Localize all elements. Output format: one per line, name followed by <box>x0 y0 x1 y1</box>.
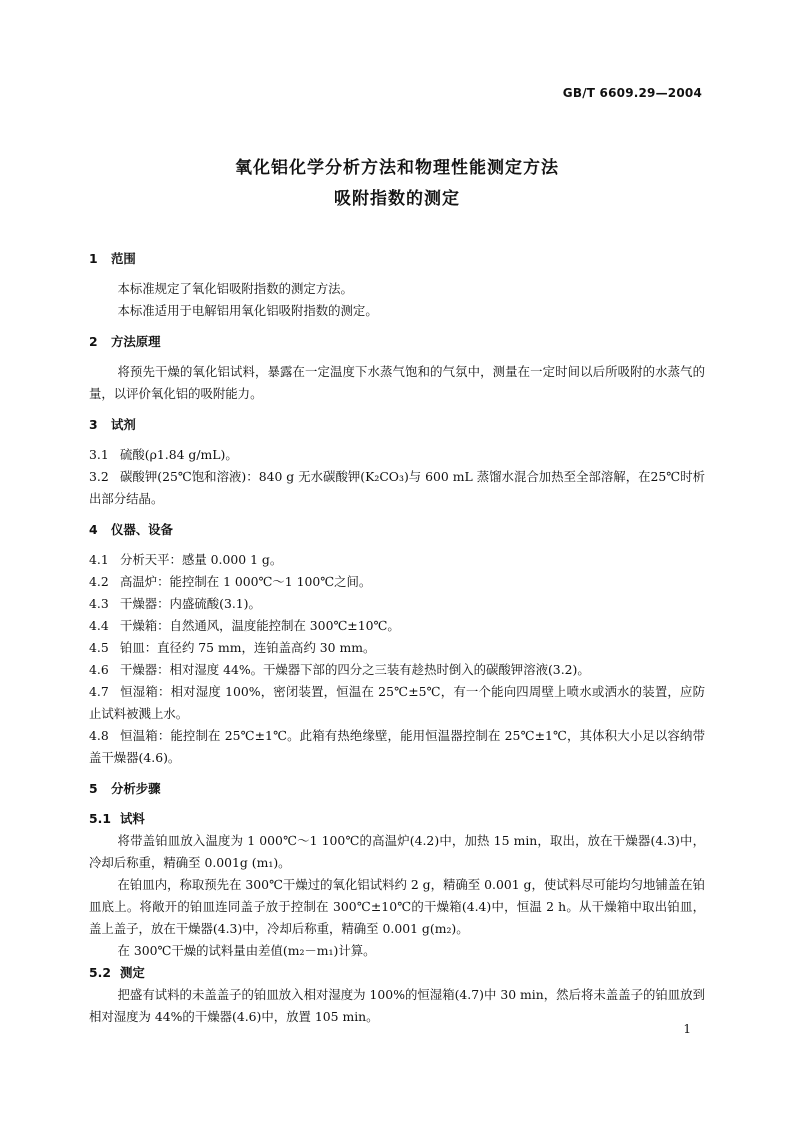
clause-text: 高温炉：能控制在 1 000℃～1 100℃之间。 <box>120 574 372 589</box>
subsection-title: 试料 <box>120 811 145 826</box>
clause-text: 恒温箱：能控制在 25℃±1℃。此箱有热绝缘壁，能用恒温器控制在 25℃±1℃，其体积大小足以容纳带盖干燥器(4.6)。 <box>89 728 705 765</box>
clause-text: 恒湿箱：相对湿度 100%，密闭装置，恒温在 25℃±5℃，有一个能向四周壁上喷水或洒水的装置，应防止试料被溅上水。 <box>89 684 705 721</box>
section-heading-principle <box>89 331 705 353</box>
paragraph: 本标准适用于电解铝用氧化铝吸附指数的测定。 <box>117 303 378 318</box>
clause-item <box>89 725 705 769</box>
clause-number: 4.4 <box>89 618 109 633</box>
clause-item <box>89 571 705 593</box>
clause-item <box>89 681 705 725</box>
clause-item <box>89 466 705 510</box>
standard-number: GB/T 6609.29—2004 <box>562 86 702 100</box>
section-heading-reagents <box>89 414 705 436</box>
clause-item <box>89 615 705 637</box>
clause-text: 干燥器：相对湿度 44%。干燥器下部的四分之三装有趁热时倒入的碳酸钾溶液(3.2)。 <box>120 662 590 677</box>
clause-number: 4.1 <box>89 552 109 567</box>
subsection-number: 5.2 <box>89 965 111 980</box>
section-title: 方法原理 <box>111 334 161 349</box>
paragraph: 在 300℃干燥的试料量由差值(m₂－m₁)计算。 <box>117 943 376 958</box>
clause-number: 3.1 <box>89 447 109 462</box>
document-title: 氧化铝化学分析方法和物理性能测定方法 <box>235 158 559 178</box>
paragraph: 将预先干燥的氧化铝试料，暴露在一定温度下水蒸气饱和的气氛中，测量在一定时间以后所吸附的水蒸气的量，以评价氧化铝的吸附能力。 <box>89 364 705 401</box>
subsection-title: 测定 <box>120 965 145 980</box>
clause-text: 干燥箱：自然通风，温度能控制在 300℃±10℃。 <box>120 618 400 633</box>
clause-text: 干燥器：内盛硫酸(3.1)。 <box>120 596 261 611</box>
document-body <box>89 248 705 1028</box>
clause-number: 4.6 <box>89 662 109 677</box>
section-title: 范围 <box>111 251 136 266</box>
clause-item <box>89 549 705 571</box>
subsection-heading-determination <box>89 962 705 984</box>
clause-text: 铂皿：直径约 75 mm，连铂盖高约 30 mm。 <box>120 640 376 655</box>
paragraph: 在铂皿内，称取预先在 300℃干燥过的氧化铝试料约 2 g，精确至 0.001 g，使试料尽可能均匀地铺盖在铂皿底上。将敞开的铂皿连同盖子放于控制在 300℃±10℃的干燥箱(4.4)中，恒温 2 h。从干燥箱中取出铂皿，盖上盖子，放在干燥器(4.3)中，冷却后称重，精确至 0.001 g(m₂)。 <box>89 877 705 936</box>
section-title: 仪器、设备 <box>111 522 173 537</box>
clause-number: 4.3 <box>89 596 109 611</box>
section-number: 2 <box>89 334 98 349</box>
subsection-number: 5.1 <box>89 811 111 826</box>
section-title: 分析步骤 <box>111 781 161 796</box>
page-number: 1 <box>683 1022 691 1036</box>
section-heading-scope <box>89 248 705 270</box>
section-number: 3 <box>89 417 98 432</box>
section-title: 试剂 <box>111 417 136 432</box>
clause-item <box>89 444 705 466</box>
clause-number: 4.5 <box>89 640 109 655</box>
paragraph: 将带盖铂皿放入温度为 1 000℃～1 100℃的高温炉(4.2)中，加热 15 min，取出，放在干燥器(4.3)中，冷却后称重，精确至 0.001g (m₁)。 <box>89 833 705 870</box>
clause-number: 3.2 <box>89 469 109 484</box>
clause-text: 硫酸(ρ1.84 g/mL)。 <box>120 447 238 462</box>
section-number: 1 <box>89 251 98 266</box>
clause-item <box>89 593 705 615</box>
clause-text: 分析天平：感量 0.000 1 g。 <box>120 552 283 567</box>
section-heading-apparatus <box>89 519 705 541</box>
clause-number: 4.8 <box>89 728 109 743</box>
subsection-heading-sample <box>89 808 705 830</box>
clause-text: 碳酸钾(25℃饱和溶液)：840 g 无水碳酸钾(K₂CO₃)与 600 mL 蒸馏水混合加热至全部溶解，在25℃时析出部分结晶。 <box>89 469 705 506</box>
section-heading-procedure <box>89 778 705 800</box>
section-number: 5 <box>89 781 98 796</box>
document-subtitle: 吸附指数的测定 <box>334 189 460 209</box>
paragraph: 把盛有试料的未盖盖子的铂皿放入相对湿度为 100%的恒湿箱(4.7)中 30 min，然后将未盖盖子的铂皿放到相对湿度为 44%的干燥器(4.6)中，放置 105 min。 <box>89 987 705 1024</box>
clause-number: 4.7 <box>89 684 109 699</box>
clause-item <box>89 637 705 659</box>
section-number: 4 <box>89 522 98 537</box>
clause-item <box>89 659 705 681</box>
clause-number: 4.2 <box>89 574 109 589</box>
paragraph: 本标准规定了氧化铝吸附指数的测定方法。 <box>117 281 353 296</box>
